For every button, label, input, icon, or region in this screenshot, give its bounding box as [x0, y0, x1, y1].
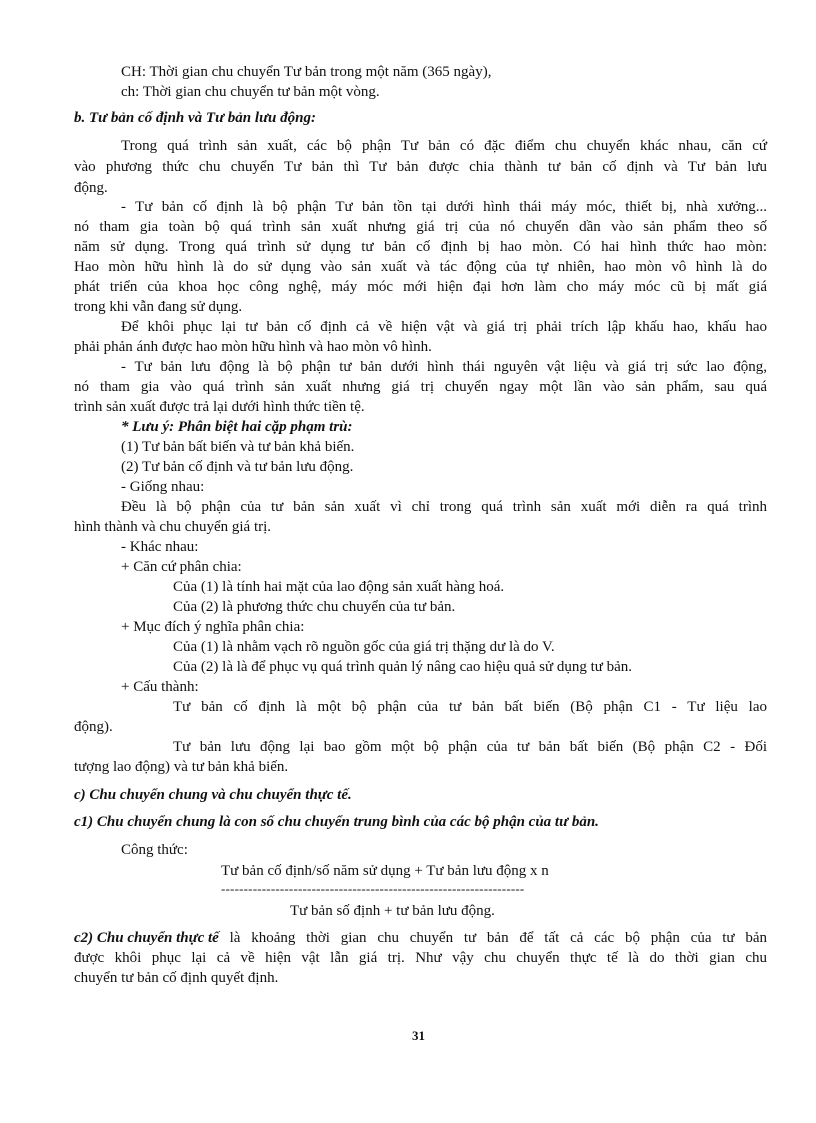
- text-line: [74, 928, 767, 948]
- formula-divider: -------------------------------------------------------------------: [221, 881, 525, 896]
- text-line: năm sử dụng. Trong quá trình sử dụng tư bản cố định bị hao mòn. Có hai hình thức hao mòn:: [74, 239, 767, 255]
- text-line: chuyển tư bản cố định quyết định.: [74, 970, 279, 986]
- text-line: động).: [74, 719, 113, 735]
- text-line: Của (1) là tính hai mặt của lao động sản xuất hàng hoá.: [173, 579, 505, 595]
- text-line: - Tư bản lưu động là bộ phận tư bản dưới hình thái nguyên vật liệu và giá trị sức lao động,: [121, 359, 767, 375]
- text-line-rest: là khoảng thời gian chu chuyển tư bản để tất cả các bộ phận của tư bản: [218, 930, 767, 946]
- text-line: Tư bản cố định là một bộ phận của tư bản bất biến (Bộ phận C1 - Tư liệu lao: [173, 699, 767, 715]
- text-line: Của (1) là nhằm vạch rõ nguồn gốc của giá trị thặng dư là do V.: [173, 639, 555, 655]
- text-line: + Mục đích ý nghĩa phân chia:: [121, 619, 305, 635]
- text-line: - Khác nhau:: [121, 539, 199, 555]
- text-line: - Tư bản cố định là bộ phận Tư bản tồn tại dưới hình thái máy móc, thiết bị, nhà xưởng...: [121, 199, 767, 215]
- text-line: phát triển của khoa học công nghệ, máy móc mới hiện đại hơn làm cho máy móc cũ bị mất giá: [74, 279, 767, 295]
- text-line: phải phản ánh được hao mòn hữu hình và hao mòn vô hình.: [74, 339, 432, 355]
- text-line: tượng lao động) và tư bản khả biến.: [74, 759, 289, 775]
- text-line: nó tham gia toàn bộ quá trình sản xuất nhưng giá trị của nó chuyển dần vào sản phẩm theo số: [74, 219, 767, 235]
- note-heading: * Lưu ý: Phân biệt hai cặp phạm trù:: [121, 419, 353, 435]
- subsection-heading: c1) Chu chuyển chung là con số chu chuyển trung bình của các bộ phận của tư bản.: [74, 814, 599, 830]
- text-line: Tư bản lưu động lại bao gồm một bộ phận của tư bản bất biến (Bộ phận C2 - Đối: [173, 739, 767, 755]
- section-heading: b. Tư bản cố định và Tư bản lưu động:: [74, 110, 316, 126]
- text-line: động.: [74, 180, 108, 196]
- text-line: (1) Tư bản bất biến và tư bản khả biến.: [121, 439, 355, 455]
- text-line: vào phương thức chu chuyển Tư bản thì Tư bản được chia thành tư bản cố định và Tư bản lưu: [74, 159, 767, 175]
- text-line: Để khôi phục lại tư bản cố định cả về hiện vật và giá trị phải trích lập khấu hao, khấu hao: [121, 319, 767, 335]
- text-line: Của (2) là phương thức chu chuyển của tư bản.: [173, 599, 456, 615]
- formula-denominator: Tư bản số định + tư bản lưu động.: [290, 903, 495, 919]
- text-line: Trong quá trình sản xuất, các bộ phận Tư bản có đặc điểm chu chuyển khác nhau, căn cứ: [121, 138, 767, 154]
- formula-numerator: Tư bản cố định/số năm sử dụng + Tư bản lưu động x n: [221, 863, 549, 879]
- text-line: ch: Thời gian chu chuyển tư bản một vòng.: [121, 84, 380, 100]
- text-line: trong khi vẫn đang sử dụng.: [74, 299, 243, 315]
- section-heading: c) Chu chuyển chung và chu chuyển thực tế.: [74, 787, 352, 803]
- text-line: + Cấu thành:: [121, 679, 199, 695]
- formula-label: Công thức:: [121, 842, 188, 858]
- text-line: hình thành và chu chuyển giá trị.: [74, 519, 272, 535]
- text-line: Hao mòn hữu hình là do sử dụng vào sản xuất và tác động của tự nhiên, hao mòn vô hình là do: [74, 259, 767, 275]
- text-line: nó tham gia vào quá trình sản xuất nhưng giá trị chuyển ngay một lần vào sản phẩm, sau quá: [74, 379, 767, 395]
- text-line: Đều là bộ phận của tư bản sản xuất vì chỉ trong quá trình sản xuất mới diễn ra quá trình: [121, 499, 767, 515]
- text-line: Của (2) là là để phục vụ quá trình quản lý nâng cao hiệu quả sử dụng tư bản.: [173, 659, 633, 675]
- text-line: được khôi phục lại cả về hiện vật lẫn giá trị. Như vậy chu chuyển thực tế là do thời gian chu: [74, 950, 767, 966]
- text-line: - Giống nhau:: [121, 479, 205, 495]
- page-number: 31: [412, 1028, 425, 1043]
- text-line: (2) Tư bản cố định và tư bản lưu động.: [121, 459, 354, 475]
- text-line: trình sản xuất được trả lại dưới hình thức tiền tệ.: [74, 399, 365, 415]
- inline-heading: c2) Chu chuyển thực tế: [74, 930, 219, 946]
- text-line: CH: Thời gian chu chuyển Tư bản trong một năm (365 ngày),: [121, 64, 492, 80]
- text-line: + Căn cứ phân chia:: [121, 559, 242, 575]
